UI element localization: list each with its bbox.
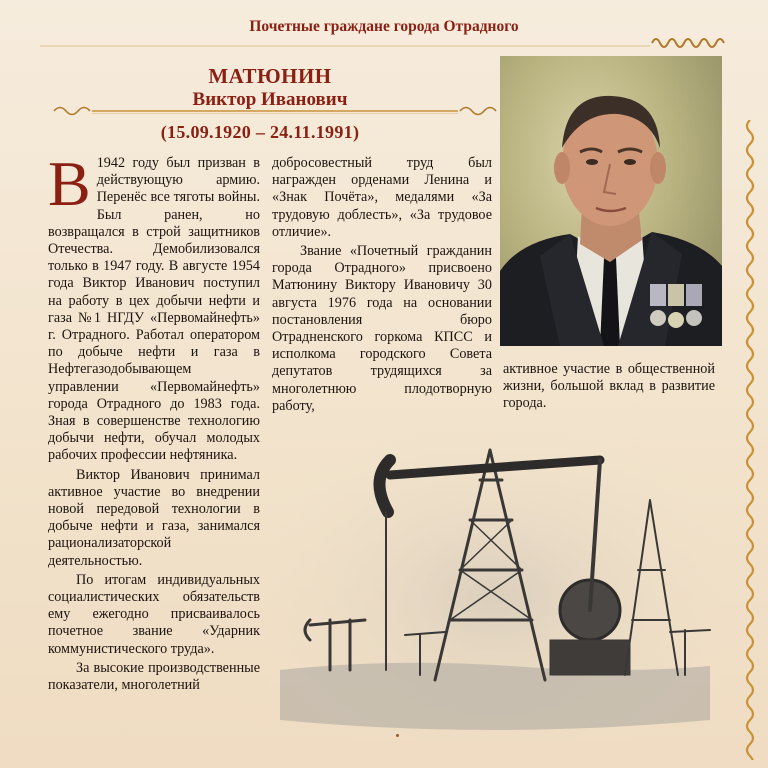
paragraph-2: Виктор Иванович принимал активное участие во внедрении новой передовой технологии в добыче нефти и газа, занимался рационализаторской деятельностью. bbox=[48, 466, 260, 569]
header-title: Почетные граждане города Отрадного bbox=[249, 18, 519, 35]
paragraph-4: За высокие производственные показатели, многолетний bbox=[48, 659, 260, 694]
paragraph-1-text: 1942 году был призван в действующую армию. Перенёс все тяготы войны. Был ранен, но возвращался в строй защитников Отечества. Демобилизовался только в 1947 году. В августе 1954 года Виктор Иванович поступил на работу в цех добычи нефти и газа №1 НГДУ «Первомайнефть» г. Отрадного. Работал оператором по добыче нефти и газа в Нефтегазодобывающем управлении «Первомайнефть» города Отрадного до 1983 года. Зная в совершенстве технологию добычи нефти, обучал молодых рабочих профессии нефтяника. bbox=[48, 155, 260, 464]
person-last-name: МАТЮНИН bbox=[208, 64, 332, 88]
portrait-photo bbox=[500, 56, 722, 346]
drop-cap: В bbox=[48, 148, 91, 219]
paragraph-7: активное участие в общественной жизни, большой вклад в развитие города. bbox=[503, 361, 715, 412]
name-ornament-divider bbox=[50, 104, 500, 118]
life-dates: (15.09.1920 – 24.11.1991) bbox=[160, 122, 360, 142]
paragraph-3: По итогам индивидуальных социалистических обязательств ему ежегодно присваивалось почетное звание «Ударник коммунистического труда». bbox=[48, 571, 260, 657]
text-column-1 bbox=[48, 148, 260, 694]
person-first-names: Виктор Иванович bbox=[192, 89, 348, 110]
paragraph-1 bbox=[48, 148, 260, 465]
header-ornament-rule bbox=[40, 34, 730, 52]
paragraph-5: добросовестный труд был награжден орденами Ленина и «Знак Почёта», медалями «За трудовую доблесть», «За трудовое отличие». bbox=[272, 155, 492, 240]
oil-pumpjack-illustration bbox=[270, 420, 720, 740]
right-rope-border bbox=[742, 120, 758, 760]
text-column-2 bbox=[272, 155, 492, 415]
text-column-3 bbox=[503, 361, 715, 413]
paragraph-6: Звание «Почетный гражданин города Отрадного» присвоено Матюнину Виктору Ивановичу 30 августа 1976 года на основании постановления бюро Отрадненского горкома КПСС и исполкома городского Совета депутатов трудящихся за многолетнюю плодотворную работу, bbox=[272, 243, 492, 414]
page-marker-dot bbox=[396, 734, 399, 737]
